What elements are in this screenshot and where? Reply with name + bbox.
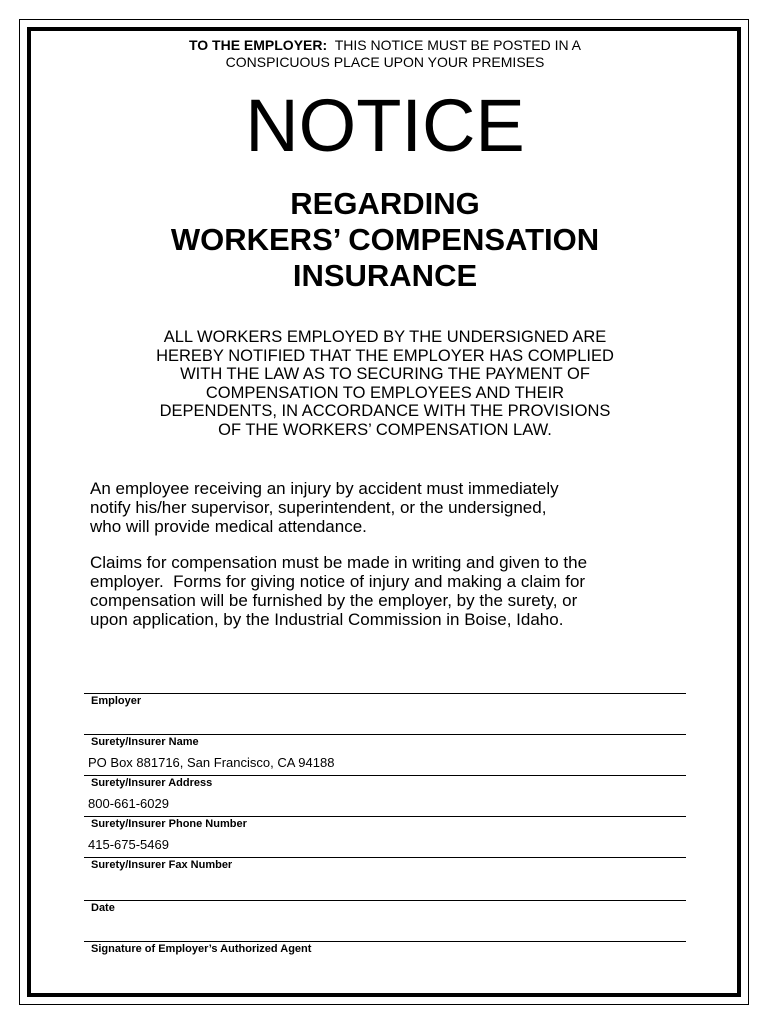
declaration-line: WITH THE LAW AS TO SECURING THE PAYMENT OF bbox=[180, 365, 590, 384]
declaration-line: HEREBY NOTIFIED THAT THE EMPLOYER HAS COMPLIED bbox=[156, 346, 614, 365]
notice-subtitle bbox=[0, 186, 770, 294]
paragraph-line: Claims for compensation must be made in writing and given to the bbox=[90, 553, 588, 572]
surety-name-value: PO Box 881716, San Francisco, CA 94188 bbox=[88, 755, 335, 770]
field-line bbox=[84, 734, 686, 735]
declaration-line: DEPENDENTS, IN ACCORDANCE WITH THE PROVISIONS bbox=[159, 402, 611, 421]
declaration-line: COMPENSATION TO EMPLOYEES AND THEIR bbox=[205, 383, 565, 402]
surety-phone-label: Surety/Insurer Phone Number bbox=[91, 818, 247, 830]
signature-label: Signature of Employer’s Authorized Agent bbox=[91, 943, 312, 955]
declaration-line: OF THE WORKERS’ COMPENSATION LAW. bbox=[218, 420, 552, 439]
notice-title: NOTICE bbox=[245, 84, 525, 167]
paragraph-line: upon application, by the Industrial Commission in Boise, Idaho. bbox=[90, 610, 564, 629]
surety-address-value: 800-661-6029 bbox=[88, 796, 169, 811]
posting-instruction-line2: CONSPICUOUS PLACE UPON YOUR PREMISES bbox=[225, 54, 545, 70]
employer-label: Employer bbox=[91, 695, 142, 707]
posting-instruction-line1: THIS NOTICE MUST BE POSTED IN A bbox=[334, 37, 582, 53]
field-line bbox=[84, 816, 686, 817]
date-label: Date bbox=[91, 902, 115, 914]
surety-fax-label: Surety/Insurer Fax Number bbox=[91, 859, 233, 871]
declaration-line: ALL WORKERS EMPLOYED BY THE UNDERSIGNED ARE bbox=[163, 328, 607, 346]
paragraph-line: An employee receiving an injury by accident must immediately bbox=[90, 479, 559, 498]
surety-address-label: Surety/Insurer Address bbox=[91, 777, 213, 789]
posting-instruction-lead: TO THE EMPLOYER: bbox=[188, 37, 328, 53]
surety-phone-value: 415-675-5469 bbox=[88, 837, 169, 852]
subtitle-line: REGARDING bbox=[290, 186, 480, 221]
paragraph-line: employer. Forms for giving notice of injury and making a claim for bbox=[90, 572, 586, 591]
field-line bbox=[84, 857, 686, 858]
paragraph-line: who will provide medical attendance. bbox=[90, 517, 367, 536]
field-line bbox=[84, 775, 686, 776]
paragraph-line: compensation will be furnished by the employer, by the surety, or bbox=[90, 591, 578, 610]
compliance-declaration bbox=[0, 328, 770, 440]
paragraph-line: notify his/her supervisor, superintendent, or the undersigned, bbox=[90, 498, 547, 517]
injury-reporting-paragraph bbox=[90, 479, 700, 536]
surety-name-label: Surety/Insurer Name bbox=[91, 736, 199, 748]
subtitle-line: INSURANCE bbox=[292, 258, 478, 293]
posting-instruction bbox=[0, 37, 770, 71]
claims-paragraph bbox=[90, 553, 700, 629]
field-line bbox=[84, 693, 686, 694]
subtitle-line: WORKERS’ COMPENSATION bbox=[170, 222, 600, 257]
field-line bbox=[84, 941, 686, 942]
field-line bbox=[84, 900, 686, 901]
